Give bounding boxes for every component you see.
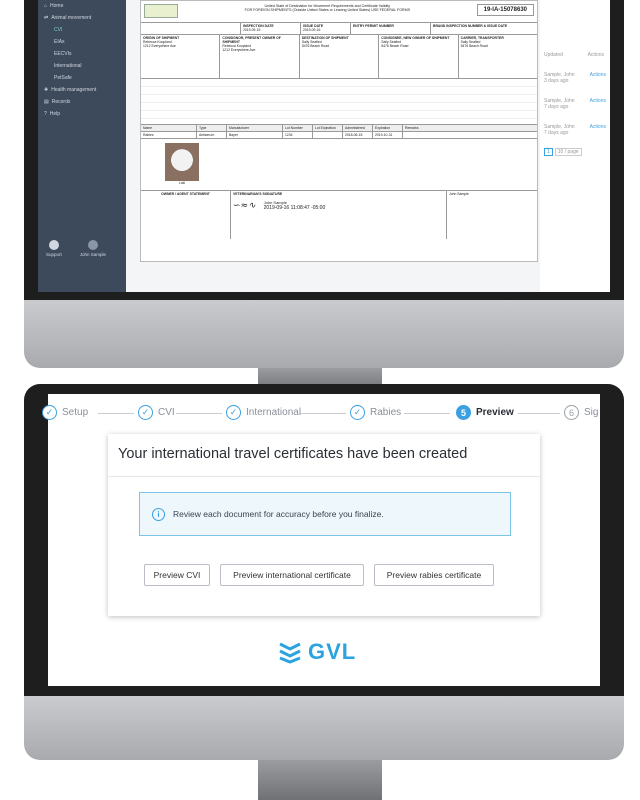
pagination	[540, 136, 610, 156]
sidebar-item-health[interactable]: ✚ Health management	[44, 87, 97, 93]
list-item: Sample, John Actions 7 days ago	[544, 124, 606, 136]
animal-photo	[165, 143, 199, 181]
support-icon	[49, 240, 59, 250]
step-connector	[300, 413, 346, 414]
doc-signature-row	[141, 191, 537, 239]
preview-international-button[interactable]: Preview international certificate	[220, 564, 364, 586]
sidebar-item-help[interactable]: ? Help	[44, 111, 61, 117]
sidebar-item-petsafe[interactable]: PetSafe	[54, 75, 72, 81]
th: Lot Number	[283, 125, 313, 131]
sidebar-footer	[46, 240, 106, 257]
vet-signature: VETERINARIAN'S SIGNATURE ∽≈∿ John Sample 2019-09-16 11:08:47 -05:00	[231, 191, 447, 239]
page-title: Your international travel certificates have been created	[118, 446, 468, 462]
sidebar-item-eias[interactable]: EIAs	[54, 39, 65, 45]
actions-button[interactable]: Actions	[589, 124, 606, 130]
bottom-screen	[45, 394, 600, 686]
step-number: 6	[564, 405, 579, 420]
sidebar	[38, 0, 126, 292]
doc-field: INSPECTION DATE 2019-09-15	[241, 23, 301, 34]
doc-parties-row	[141, 35, 537, 79]
actions-header: Actions	[587, 52, 604, 58]
doc-table-row	[141, 132, 537, 139]
health-icon: ✚	[44, 87, 49, 93]
step-rabies[interactable]: ✓ Rabies	[350, 405, 401, 420]
td: Rabies	[141, 132, 197, 138]
step-number: 5	[456, 405, 471, 420]
step-cvi[interactable]: ✓ CVI	[138, 405, 175, 420]
bottom-monitor-stand	[258, 760, 382, 800]
sidebar-item-animal-movement[interactable]: ⇄ Animal movement	[44, 15, 92, 21]
wizard-steps	[45, 394, 600, 430]
arrows-icon: ⇄	[44, 15, 49, 21]
doc-fields-row	[141, 23, 537, 35]
divider	[108, 476, 540, 477]
user-button[interactable]: John Sample	[80, 240, 106, 257]
vet-info: John Sample	[449, 192, 469, 196]
home-icon: ⌂	[44, 3, 48, 9]
doc-party: CONSIGNOR, PRESENT OWNER OF SHIPMENT Rebecca Koopland 1212 Everywhere Ave	[220, 35, 299, 78]
help-icon: ?	[44, 111, 47, 117]
support-button[interactable]: Support	[46, 240, 62, 257]
check-icon: ✓	[226, 405, 241, 420]
page-1-button[interactable]: 1	[544, 148, 553, 156]
sidebar-item-cvi[interactable]: CVI	[54, 27, 63, 33]
info-icon: i	[152, 508, 165, 521]
td: 2018-06-15	[343, 132, 373, 138]
doc-animal-photo-area	[141, 139, 537, 191]
page-size-select[interactable]: 10 / page	[555, 148, 582, 156]
top-monitor-chin	[24, 300, 624, 368]
list-item: Sample, John Actions 7 days ago	[544, 98, 606, 110]
doc-party: DESTINATION OF SHIPMENT Sally Seafied 5476 Beach Road	[300, 35, 379, 78]
th: Type	[197, 125, 227, 131]
step-sign[interactable]: 6 Sig	[564, 405, 598, 420]
td: Bayer	[227, 132, 283, 138]
signature-image: ∽≈∿ John Sample 2019-09-16 11:08:47 -05:00	[233, 200, 326, 211]
th: Lot Expiration	[313, 125, 343, 131]
th: Expiration	[373, 125, 403, 131]
animal-caption: Loki	[178, 181, 186, 185]
records-list	[540, 0, 610, 292]
td: Antiserum	[197, 132, 227, 138]
step-setup[interactable]: ✓ Setup	[42, 405, 88, 420]
result-card	[108, 434, 540, 616]
step-connector	[98, 413, 134, 414]
doc-party: CONSIGNEE, NEW OWNER OF SHIPMENT Sally Seafied 5476 Beach Road	[379, 35, 458, 78]
avatar	[88, 240, 98, 250]
doc-party: ORIGIN OF SHIPMENT Rebecca Koopland 1212 Everywhere Ave	[141, 35, 220, 78]
top-screen	[38, 0, 610, 292]
preview-rabies-button[interactable]: Preview rabies certificate	[374, 564, 494, 586]
sidebar-item-international[interactable]: International	[54, 63, 82, 69]
th: Remarks	[405, 126, 419, 130]
sidebar-item-records[interactable]: ▤ Records	[44, 99, 71, 105]
info-text: Review each document for accuracy before you finalize.	[173, 509, 384, 519]
preview-cvi-button[interactable]: Preview CVI	[144, 564, 210, 586]
doc-blank-cell	[141, 23, 241, 34]
owner-statement: OWNER / AGENT STATEMENT	[141, 191, 231, 239]
doc-remarks-block	[141, 79, 537, 125]
records-icon: ▤	[44, 99, 49, 105]
step-international[interactable]: ✓ International	[226, 405, 301, 420]
doc-field: BRAND INSPECTION NUMBER & ISSUE DATE	[433, 24, 508, 28]
gvl-logo-text: GVL	[308, 639, 357, 664]
doc-table-header	[141, 125, 537, 132]
td: 1234	[283, 132, 313, 138]
step-connector	[404, 413, 450, 414]
doc-header-sub: FOR FOREIGN SHIPMENTS (Outside United States or Leaving United States) USE FEDERAL FORMS	[244, 8, 411, 12]
actions-button[interactable]: Actions	[589, 72, 606, 78]
sidebar-item-eecvis[interactable]: EECVIs	[54, 51, 72, 57]
agency-logo	[144, 4, 178, 18]
step-preview[interactable]: 5 Preview	[456, 405, 514, 420]
sort-updated[interactable]: Updated	[544, 52, 563, 58]
gvl-logo-icon	[278, 641, 302, 663]
check-icon: ✓	[350, 405, 365, 420]
td	[403, 132, 537, 138]
actions-button[interactable]: Actions	[589, 98, 606, 104]
certificate-number: 19-IA-15078630	[477, 4, 534, 16]
td: 2019-10-31	[373, 132, 403, 138]
check-icon: ✓	[42, 405, 57, 420]
td	[313, 132, 343, 138]
doc-header-title: United State of Destination for Movement Requirements and Certificate Validity	[264, 4, 391, 8]
certificate-document	[140, 0, 538, 262]
step-connector	[518, 413, 560, 414]
step-connector	[176, 413, 222, 414]
info-alert	[139, 492, 511, 536]
doc-party: CARRIER, TRANSPORTER Sally Seafied 5476 Beach Road	[460, 36, 504, 48]
sidebar-item-home[interactable]: ⌂ Home	[44, 3, 64, 9]
check-icon: ✓	[138, 405, 153, 420]
th: Manufacturer	[227, 125, 283, 131]
list-item: Sample, John Actions 3 days ago	[544, 72, 606, 84]
th: Name	[141, 125, 197, 131]
doc-field: ISSUE DATE 2019-09-16	[301, 23, 351, 34]
bottom-monitor-chin	[24, 696, 624, 760]
th: Administered	[343, 125, 373, 131]
gvl-logo	[278, 639, 356, 665]
list-header	[540, 0, 610, 58]
doc-field: ENTRY PERMIT NUMBER	[351, 23, 431, 34]
